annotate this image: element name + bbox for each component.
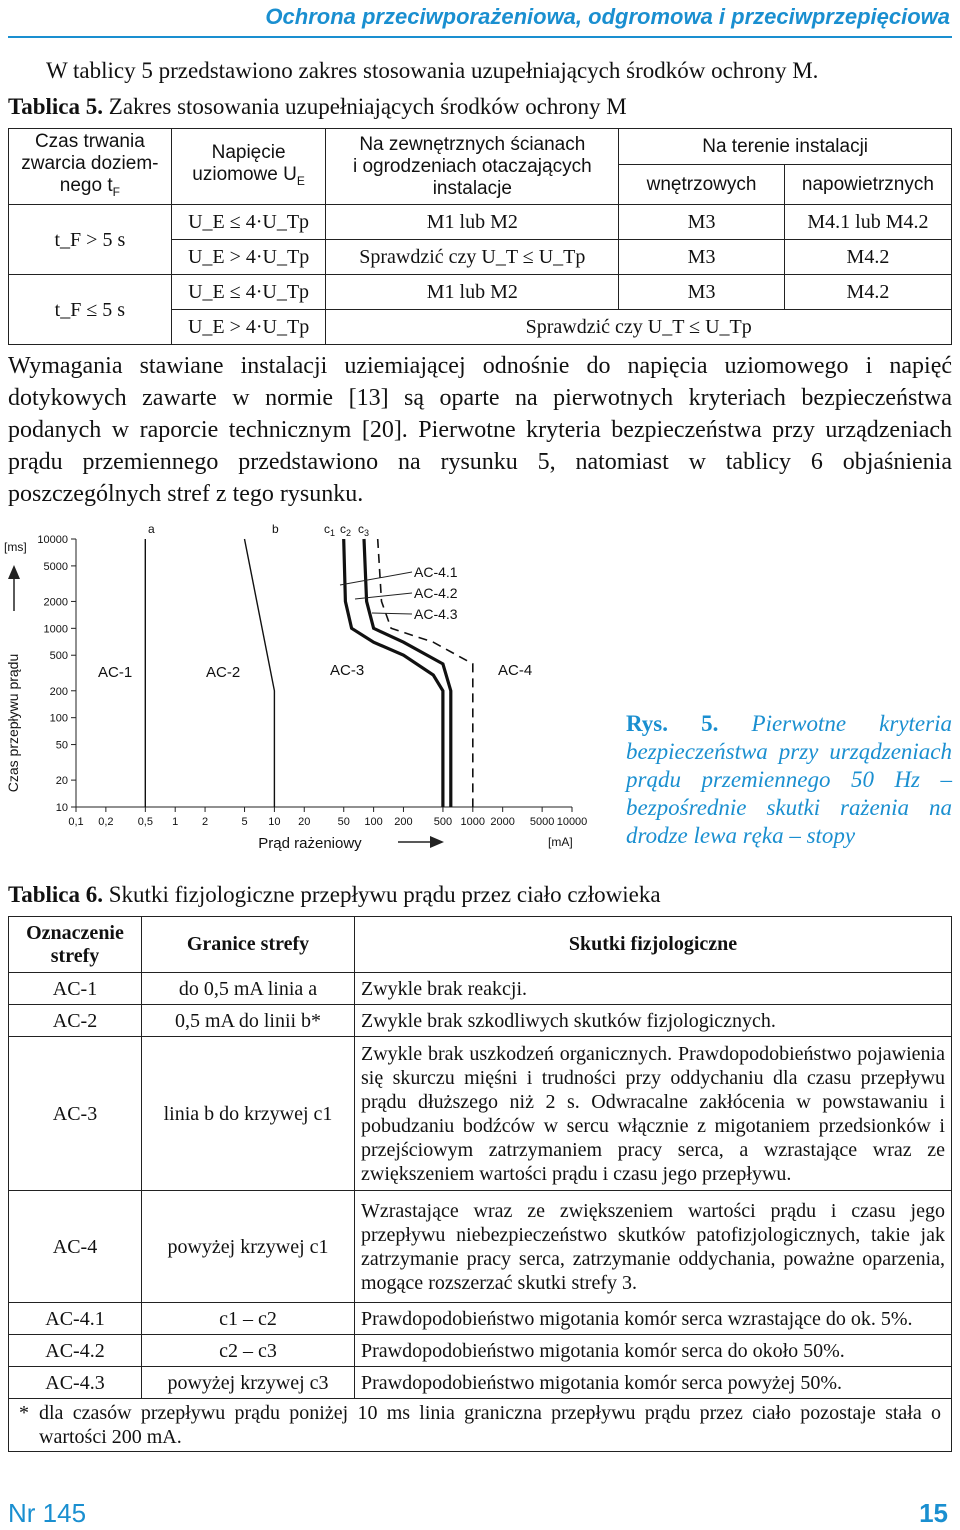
t5-head-site: Na terenie instalacji <box>619 129 952 165</box>
t6-effects: Zwykle brak reakcji. <box>355 973 952 1005</box>
y-tick-label: 20 <box>55 775 68 788</box>
t6-limits: do 0,5 mA linia a <box>142 973 355 1005</box>
table5-caption-text: Zakres stosowania uzupełniających środków ochrony M <box>103 94 627 119</box>
figure-caption <box>626 710 952 850</box>
table5-caption <box>8 94 627 120</box>
y-axis-arrowhead <box>8 565 20 579</box>
zone-label: AC-2 <box>206 664 241 681</box>
y-tick-label: 1000 <box>43 623 68 636</box>
y-tick-label: 10000 <box>37 534 68 546</box>
x-tick-label: 0,2 <box>98 816 114 828</box>
x-tick-label: 500 <box>433 816 453 828</box>
x-tick-label: 200 <box>394 816 413 828</box>
table5 <box>8 128 952 345</box>
zone-label: AC-4 <box>498 662 533 679</box>
y-axis-title: Czas przepływu prądu <box>5 653 21 793</box>
t5-duration-2: t_F ≤ 5 s <box>9 275 172 345</box>
x-axis-title: Prąd rażeniowy <box>258 835 362 852</box>
curve-label-c1: $c_1$ <box>324 522 336 538</box>
y-tick-label: 500 <box>49 650 68 663</box>
curve-label-a: a <box>148 522 155 536</box>
x-tick-label: 1 <box>172 816 179 828</box>
annotation-label: AC-4.2 <box>414 585 458 601</box>
t6-limits: powyżej krzywej c3 <box>142 1367 355 1399</box>
x-tick-label: 2 <box>201 816 209 828</box>
t6-zone: AC-4.1 <box>9 1303 142 1335</box>
x-tick-label: 5000 <box>529 816 555 828</box>
intro-text: W tablicy 5 przedstawiono zakres stosowania uzupełniających środków ochrony M. <box>46 58 819 83</box>
t6-limits: powyżej krzywej c1 <box>142 1191 355 1303</box>
t6-head-zone: Oznaczenie strefy <box>9 917 142 973</box>
footnote-text: dla czasów przepływu prądu poniżej 10 ms linia graniczna przepływu prądu przez ciało pozostaje stała o wartości 200 mA. <box>39 1402 941 1448</box>
t6-zone: AC-4.2 <box>9 1335 142 1367</box>
t6-head-limits: Granice strefy <box>142 917 355 973</box>
header-rule <box>8 36 952 38</box>
x-tick-label: 50 <box>337 816 350 828</box>
figure-label: Rys. 5. <box>626 711 719 736</box>
x-tick-label: 0,5 <box>137 816 153 828</box>
table6 <box>8 916 952 1452</box>
footnote-mark: * <box>19 1402 29 1424</box>
page-header: Ochrona przeciwporażeniowa, odgromowa i przeciwprzepięciowa <box>265 4 950 29</box>
table-row <box>9 1037 952 1191</box>
table6-caption-label: Tablica 6. <box>8 882 104 907</box>
t5-merged: Sprawdzić czy U_T ≤ U_Tp <box>326 310 952 345</box>
x-tick-label: 5 <box>241 816 248 828</box>
t6-effects: Zwykle brak szkodliwych skutków fizjologicznych. <box>355 1005 952 1037</box>
t6-effects: Prawdopodobieństwo migotania komór serca wzrastające do ok. 5%. <box>355 1303 952 1335</box>
t6-zone: AC-3 <box>9 1037 142 1191</box>
t5-head-walls: Na zewnętrznych ścianach i ogrodzeniach otaczających instalacje <box>326 129 619 205</box>
y-axis-unit: [ms] <box>4 540 27 554</box>
t5-voltage: U_E ≤ 4·U_Tp <box>171 275 326 310</box>
page-number: 15 <box>919 1498 948 1528</box>
t6-limits: c2 – c3 <box>142 1335 355 1367</box>
table6-caption <box>8 882 661 908</box>
curve-label-c2: $c_2$ <box>340 522 352 538</box>
annotation-leader <box>340 572 412 585</box>
t6-zone: AC-4 <box>9 1191 142 1303</box>
t6-zone: AC-1 <box>9 973 142 1005</box>
x-tick-label: 1000 <box>460 816 486 828</box>
table-row <box>9 973 952 1005</box>
annotation-leader <box>372 613 412 614</box>
annotation-label: AC-4.1 <box>414 564 458 580</box>
annotation-label: AC-4.3 <box>414 606 458 622</box>
t6-limits: linia b do krzywej c1 <box>142 1037 355 1191</box>
x-tick-label: 2000 <box>490 816 515 828</box>
t6-effects: Prawdopodobieństwo migotania komór serca powyżej 50%. <box>355 1367 952 1399</box>
table6-caption-text: Skutki fizjologiczne przepływu prądu przez ciało człowieka <box>103 882 661 907</box>
y-tick-label: 10 <box>55 802 68 814</box>
table-row <box>9 1005 952 1037</box>
x-tick-label: 10 <box>268 816 281 828</box>
curve-label-c3: $c_3$ <box>358 522 370 538</box>
y-tick-label: 50 <box>55 739 68 752</box>
t5-walls: Sprawdzić czy U_T ≤ U_Tp <box>326 240 619 275</box>
issue-number: Nr 145 <box>8 1498 87 1528</box>
t5-voltage: U_E > 4·U_Tp <box>171 310 326 345</box>
t5-head-indoor: wnętrzowych <box>619 165 785 205</box>
x-tick-label: 10000 <box>556 816 588 828</box>
t6-limits: 0,5 mA do linii b* <box>142 1005 355 1037</box>
x-axis-arrowhead <box>430 836 444 848</box>
y-tick-label: 200 <box>49 685 68 698</box>
figure-text: Pierwotne kryteria bezpieczeństwa przy urządzeniach prądu przemiennego 50 Hz – bezpośrednie skutki rażenia na drodze lewa ręka – stopy <box>626 711 952 848</box>
table-row <box>9 1335 952 1367</box>
x-axis-unit: [mA] <box>548 835 573 849</box>
t6-zone: AC-2 <box>9 1005 142 1037</box>
shock-chart <box>0 515 610 855</box>
x-tick-label: 100 <box>364 816 383 828</box>
y-tick-label: 5000 <box>43 560 68 573</box>
table-row <box>9 1303 952 1335</box>
annotation-leader <box>355 593 412 599</box>
t5-indoor: M3 <box>619 275 785 310</box>
t5-head-outdoor: napowietrznych <box>784 165 951 205</box>
t5-head-duration: Czas trwania zwarcia doziem- nego $t_F$ <box>9 129 172 205</box>
t5-walls: M1 lub M2 <box>326 205 619 240</box>
zone-label: AC-1 <box>98 664 133 681</box>
t5-outdoor: M4.2 <box>784 275 951 310</box>
t6-head-effects: Skutki fizjologiczne <box>355 917 952 973</box>
t6-footnote <box>9 1399 952 1452</box>
t5-outdoor: M4.1 lub M4.2 <box>784 205 951 240</box>
t6-effects: Zwykle brak uszkodzeń organicznych. Prawdopodobieństwo pojawienia się skurczu mięśni i trudności przy oddychaniu dla czasu przepływu prądu dłuższego niż 2 s. Odwracalne zakłócenia w powstawaniu i pobudzaniu bodźców w sercu włącznie z migotaniem przedsionków i przejściowym zatrzymaniem pracy serca, a wzrastające wraz ze zwiększeniem wartości prądu i czasu jego przepływu. <box>355 1037 952 1191</box>
zone-label: AC-3 <box>330 662 365 679</box>
y-tick-label: 100 <box>49 712 68 725</box>
x-tick-label: 20 <box>298 816 311 828</box>
t5-walls: M1 lub M2 <box>326 275 619 310</box>
table5-caption-label: Tablica 5. <box>8 94 104 119</box>
t5-voltage: U_E > 4·U_Tp <box>171 240 326 275</box>
curve-label-b: b <box>272 522 279 536</box>
t6-limits: c1 – c2 <box>142 1303 355 1335</box>
t5-outdoor: M4.2 <box>784 240 951 275</box>
t6-effects: Wzrastające wraz ze zwiększeniem wartości prądu i czasu jego przepływu niebezpieczeństwo skutków patofizjologicznych, takie jak zatrzymanie pracy serca, zatrzymanie oddychania, poważne oparzenia, mogące rozszerzać skutki strefy 3. <box>355 1191 952 1303</box>
t6-zone: AC-4.3 <box>9 1367 142 1399</box>
t5-voltage: U_E ≤ 4·U_Tp <box>171 205 326 240</box>
body-paragraph: Wymagania stawiane instalacji uziemiającej odnośnie do napięcia uziomowego i napięć dotykowych zawarte w normie [13] są oparte na pierwotnych kryteriach bezpieczeństwa podanych w raporcie technicznym [20]. Pierwotne kryteria bezpieczeństwa przy urządzeniach prądu przemiennego przedstawiono na rysunku 5, natomiast w tablicy 6 objaśnienia poszczególnych stref z tego rysunku. <box>8 353 952 507</box>
x-tick-label: 0,1 <box>68 816 84 828</box>
t5-head-voltage: Napięcie uziomowe $U_E$ <box>171 129 326 205</box>
table-row <box>9 1367 952 1399</box>
table-row <box>9 1191 952 1303</box>
t6-effects: Prawdopodobieństwo migotania komór serca do około 50%. <box>355 1335 952 1367</box>
curve-b <box>245 539 275 807</box>
t5-indoor: M3 <box>619 240 785 275</box>
t5-indoor: M3 <box>619 205 785 240</box>
y-tick-label: 2000 <box>43 596 68 609</box>
t5-duration-1: t_F > 5 s <box>9 205 172 275</box>
